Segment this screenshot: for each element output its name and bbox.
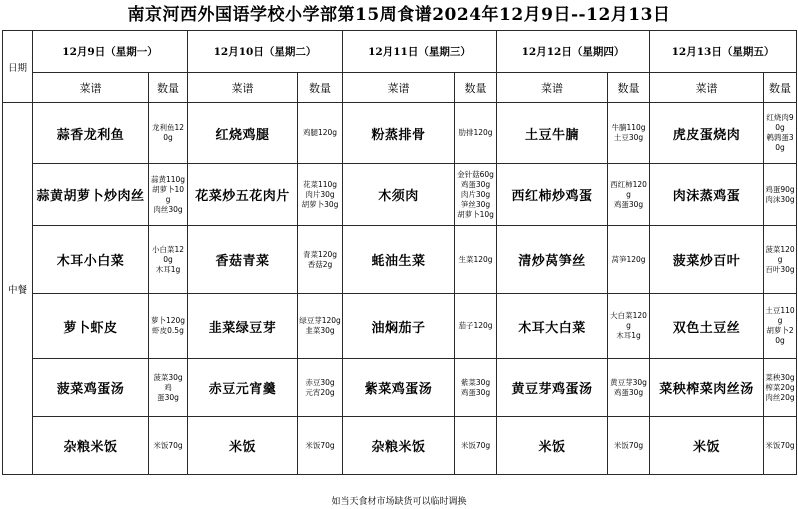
quantity-line: 西红柿120g xyxy=(610,179,647,199)
menu-column-header: 菜谱 xyxy=(188,73,298,103)
quantity-line: 肉丝20g xyxy=(765,392,795,402)
dish-row xyxy=(3,294,797,359)
dish-name: 双色土豆丝 xyxy=(650,294,764,359)
quantity-line: 米饭70g xyxy=(305,440,335,450)
quantity-line: 鸡腿120g xyxy=(302,128,338,137)
quantity-line: 鸡蛋30g xyxy=(460,179,491,189)
quantity-line: 胡萝卜20g xyxy=(766,326,794,345)
dish-quantity xyxy=(298,103,343,164)
day-header-mon: 12月9日（星期一） xyxy=(33,31,188,73)
quantity-line: 土豆110g xyxy=(765,306,795,325)
quantity-line: 黄豆芽30g xyxy=(610,377,647,387)
column-header-row xyxy=(3,73,797,103)
quantity-line: 莴笋120g xyxy=(611,254,646,264)
dish-name: 紫菜鸡蛋汤 xyxy=(343,359,455,417)
dish-quantity xyxy=(455,294,497,359)
dish-name: 花菜炒五花肉片 xyxy=(188,164,298,226)
quantity-line: 鸡蛋30g xyxy=(613,387,644,397)
menu-column-header: 菜谱 xyxy=(33,73,149,103)
quantity-line: 米饭70g xyxy=(613,440,644,450)
dish-name: 黄豆芽鸡蛋汤 xyxy=(497,359,608,417)
quantity-line: 菠菜30g鸡 xyxy=(153,372,183,392)
quantity-line: 萝卜120g xyxy=(150,316,186,325)
quantity-line: 金针菇60g xyxy=(457,169,494,179)
dish-quantity xyxy=(608,294,650,359)
dish-quantity xyxy=(608,359,650,417)
quantity-line: 香菇2g xyxy=(307,259,333,269)
quantity-line: 菜秧30g xyxy=(765,372,795,382)
dish-name: 西红柿炒鸡蛋 xyxy=(497,164,608,226)
quantity-line: 青菜120g xyxy=(302,249,338,259)
dish-row xyxy=(3,226,797,294)
date-label: 日期 xyxy=(3,31,33,103)
day-header-fri: 12月13日（星期五） xyxy=(650,31,797,73)
dish-name: 赤豆元宵羹 xyxy=(188,359,298,417)
dish-name: 木耳大白菜 xyxy=(497,294,608,359)
dish-name: 粉蒸排骨 xyxy=(343,103,455,164)
quantity-line: 鸡蛋30g xyxy=(460,387,491,397)
dish-name: 蚝油生菜 xyxy=(343,226,455,294)
dish-quantity xyxy=(149,103,188,164)
quantity-line: 米饭70g xyxy=(460,440,491,450)
dish-quantity xyxy=(149,294,188,359)
quantity-line: 菠菜120g xyxy=(765,244,795,264)
quantity-line: 米饭70g xyxy=(153,440,183,450)
footer-note: 如当天食材市场缺货可以临时调换 xyxy=(331,497,467,507)
dish-name: 木耳小白菜 xyxy=(33,226,149,294)
quantity-column-header: 数量 xyxy=(764,73,797,103)
dish-quantity xyxy=(764,164,797,226)
quantity-line: 木耳1g xyxy=(616,331,641,340)
quantity-column-header: 数量 xyxy=(455,73,497,103)
quantity-line: 蛋30g xyxy=(157,392,179,402)
quantity-line: 生菜120g xyxy=(458,254,493,264)
dish-name: 油焖茄子 xyxy=(343,294,455,359)
quantity-line: 肉丝30g xyxy=(153,204,183,214)
dish-quantity xyxy=(608,103,650,164)
dish-quantity xyxy=(608,417,650,475)
dish-name: 虎皮蛋烧肉 xyxy=(650,103,764,164)
dish-name: 杂粮米饭 xyxy=(33,417,149,475)
quantity-line: 虾皮0.5g xyxy=(152,326,184,335)
quantity-line: 大白菜120g xyxy=(610,311,647,330)
dish-name: 红烧鸡腿 xyxy=(188,103,298,164)
quantity-line: 红烧肉90g xyxy=(766,113,794,132)
quantity-line: 百叶30g xyxy=(765,264,795,274)
dish-quantity xyxy=(455,359,497,417)
quantity-column-header: 数量 xyxy=(608,73,650,103)
quantity-column-header: 数量 xyxy=(149,73,188,103)
quantity-line: 龙利鱼120g xyxy=(151,123,185,142)
menu-body xyxy=(3,103,797,475)
quantity-line: 元宵20g xyxy=(305,387,335,397)
dish-quantity xyxy=(149,164,188,226)
quantity-line: 木耳1g xyxy=(155,264,181,274)
dish-name: 萝卜虾皮 xyxy=(33,294,149,359)
quantity-line: 肉沫30g xyxy=(765,194,795,204)
quantity-line: 小白菜120g xyxy=(151,244,185,264)
dish-quantity xyxy=(764,103,797,164)
dish-quantity xyxy=(764,226,797,294)
quantity-line: 胡萝卜10g xyxy=(457,209,494,219)
quantity-line: 紫菜30g xyxy=(460,377,491,387)
quantity-line: 鹌鹑蛋30g xyxy=(766,133,794,152)
dish-quantity xyxy=(149,226,188,294)
dish-name: 米饭 xyxy=(497,417,608,475)
dish-quantity xyxy=(298,359,343,417)
quantity-line: 肉片30g xyxy=(305,189,335,199)
dish-name: 菠菜鸡蛋汤 xyxy=(33,359,149,417)
quantity-line: 胡萝卜30g xyxy=(301,199,339,209)
menu-column-header: 菜谱 xyxy=(343,73,455,103)
quantity-line: 肉片30g xyxy=(460,189,491,199)
dish-name: 香菇青菜 xyxy=(188,226,298,294)
dish-row xyxy=(3,103,797,164)
dish-row xyxy=(3,164,797,226)
quantity-line: 牛腩110g xyxy=(611,123,646,132)
quantity-line: 韭菜30g xyxy=(305,326,335,335)
page-title: 南京河西外国语学校小学部第15周食谱2024年12月9日--12月13日 xyxy=(127,5,671,25)
quantity-line: 土豆30g xyxy=(613,133,644,142)
day-header-thu: 12月12日（星期四） xyxy=(497,31,650,73)
dish-row xyxy=(3,417,797,475)
dish-quantity xyxy=(298,164,343,226)
dish-name: 木须肉 xyxy=(343,164,455,226)
dish-row xyxy=(3,359,797,417)
dish-quantity xyxy=(764,417,797,475)
quantity-line: 米饭70g xyxy=(765,440,795,450)
quantity-line: 鸡蛋90g xyxy=(765,184,795,194)
menu-table xyxy=(2,30,797,475)
dish-quantity xyxy=(455,417,497,475)
quantity-line: 榨菜20g xyxy=(765,382,795,392)
menu-column-header: 菜谱 xyxy=(650,73,764,103)
quantity-line: 蒜黄110g xyxy=(150,174,186,184)
dish-name: 土豆牛腩 xyxy=(497,103,608,164)
dish-quantity xyxy=(149,359,188,417)
meal-label: 中餐 xyxy=(3,103,33,475)
quantity-line: 肋排120g xyxy=(458,128,493,137)
dish-name: 蒜香龙利鱼 xyxy=(33,103,149,164)
dish-quantity xyxy=(455,103,497,164)
date-header-row xyxy=(3,31,797,73)
quantity-line: 笋丝30g xyxy=(460,199,491,209)
day-header-wed: 12月11日（星期三） xyxy=(343,31,497,73)
quantity-line: 鸡蛋30g xyxy=(613,199,644,209)
dish-name: 清炒莴笋丝 xyxy=(497,226,608,294)
dish-quantity xyxy=(298,417,343,475)
dish-quantity xyxy=(608,226,650,294)
dish-name: 米饭 xyxy=(188,417,298,475)
dish-name: 韭菜绿豆芽 xyxy=(188,294,298,359)
dish-quantity xyxy=(455,164,497,226)
dish-name: 肉沫蒸鸡蛋 xyxy=(650,164,764,226)
dish-quantity xyxy=(608,164,650,226)
quantity-column-header: 数量 xyxy=(298,73,343,103)
quantity-line: 花菜110g xyxy=(302,179,338,189)
dish-name: 杂粮米饭 xyxy=(343,417,455,475)
quantity-line: 胡萝卜10g xyxy=(151,184,185,204)
dish-name: 菜秧榨菜肉丝汤 xyxy=(650,359,764,417)
quantity-line: 绿豆芽120g xyxy=(299,316,341,325)
dish-name: 蒜黄胡萝卜炒肉丝 xyxy=(33,164,149,226)
menu-column-header: 菜谱 xyxy=(497,73,608,103)
day-header-tue: 12月10日（星期二） xyxy=(188,31,343,73)
dish-quantity xyxy=(764,294,797,359)
dish-quantity xyxy=(149,417,188,475)
quantity-line: 赤豆30g xyxy=(305,377,335,387)
dish-quantity xyxy=(298,294,343,359)
dish-name: 菠菜炒百叶 xyxy=(650,226,764,294)
dish-quantity xyxy=(298,226,343,294)
quantity-line: 茄子120g xyxy=(458,321,493,330)
dish-quantity xyxy=(455,226,497,294)
dish-quantity xyxy=(764,359,797,417)
dish-name: 米饭 xyxy=(650,417,764,475)
